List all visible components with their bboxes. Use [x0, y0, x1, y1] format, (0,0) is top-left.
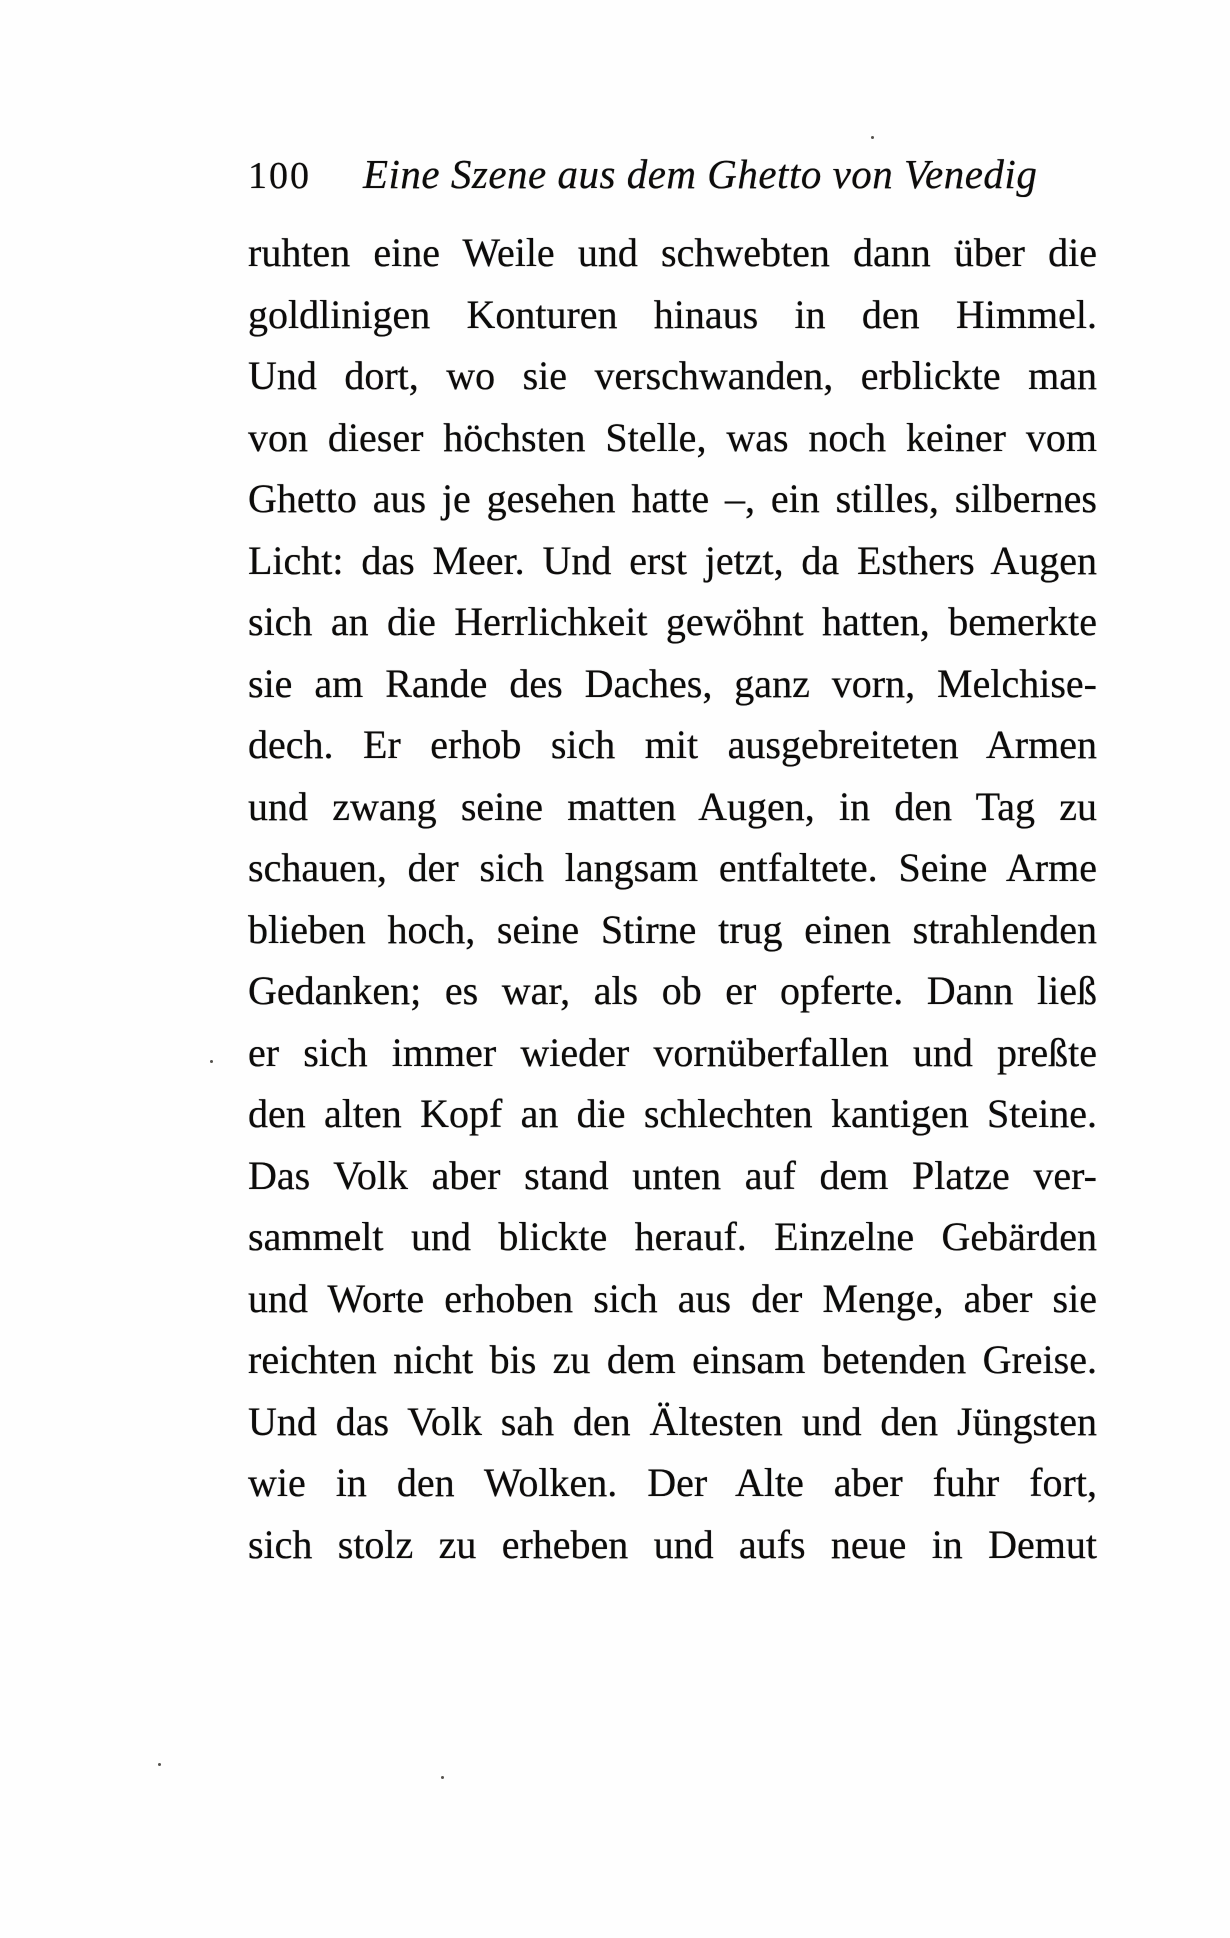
text-line: Das Volk aber stand unten auf dem Platze ver-	[248, 1152, 1097, 1198]
page-header	[248, 150, 1098, 198]
text-line: sich an die Herrlichkeit gewöhnt hatten, bemerkte	[248, 599, 1097, 644]
text-line: sich stolz zu erheben und aufs neue in Demut	[248, 1521, 1097, 1567]
scan-speck	[871, 136, 874, 139]
text-line: Gedanken; es war, als ob er opferte. Dann ließ	[248, 968, 1097, 1013]
text-line: reichten nicht bis zu dem einsam betenden Greise.	[248, 1337, 1097, 1382]
scan-speck	[210, 1060, 213, 1063]
text-line: von dieser höchsten Stelle, was noch keiner vom	[248, 414, 1097, 460]
page-number: 100	[248, 155, 311, 197]
text-line: und Worte erhoben sich aus der Menge, aber sie	[248, 1275, 1097, 1321]
text-line: blieben hoch, seine Stirne trug einen strahlenden	[248, 906, 1097, 952]
text-line: goldlinigen Konturen hinaus in den Himmel.	[248, 291, 1097, 337]
text-line: wie in den Wolken. Der Alte aber fuhr fort,	[248, 1460, 1097, 1505]
text-line: schauen, der sich langsam entfaltete. Seine Arme	[248, 845, 1097, 890]
text-line: Ghetto aus je gesehen hatte –, ein stilles, silbernes	[248, 476, 1097, 521]
text-line: den alten Kopf an die schlechten kantigen Steine.	[248, 1091, 1097, 1136]
scan-speck	[158, 1763, 161, 1766]
text-line: dech. Er erhob sich mit ausgebreiteten Armen	[248, 722, 1097, 767]
text-line: sammelt und blickte herauf. Einzelne Gebärden	[248, 1214, 1097, 1259]
scan-speck	[441, 1776, 444, 1779]
body-text	[248, 222, 1097, 1575]
text-line: sie am Rande des Daches, ganz vorn, Melchise-	[248, 660, 1097, 706]
text-line: und zwang seine matten Augen, in den Tag zu	[248, 783, 1097, 829]
text-line: er sich immer wieder vornüberfallen und preßte	[248, 1029, 1097, 1075]
text-line: Licht: das Meer. Und erst jetzt, da Esthers Augen	[248, 537, 1097, 583]
text-line: Und dort, wo sie verschwanden, erblickte man	[248, 353, 1097, 398]
running-title: Eine Szene aus dem Ghetto von Venedig	[363, 151, 1038, 197]
text-line: Und das Volk sah den Ältesten und den Jüngsten	[248, 1398, 1097, 1444]
text-line: ruhten eine Weile und schwebten dann über die	[248, 230, 1097, 275]
